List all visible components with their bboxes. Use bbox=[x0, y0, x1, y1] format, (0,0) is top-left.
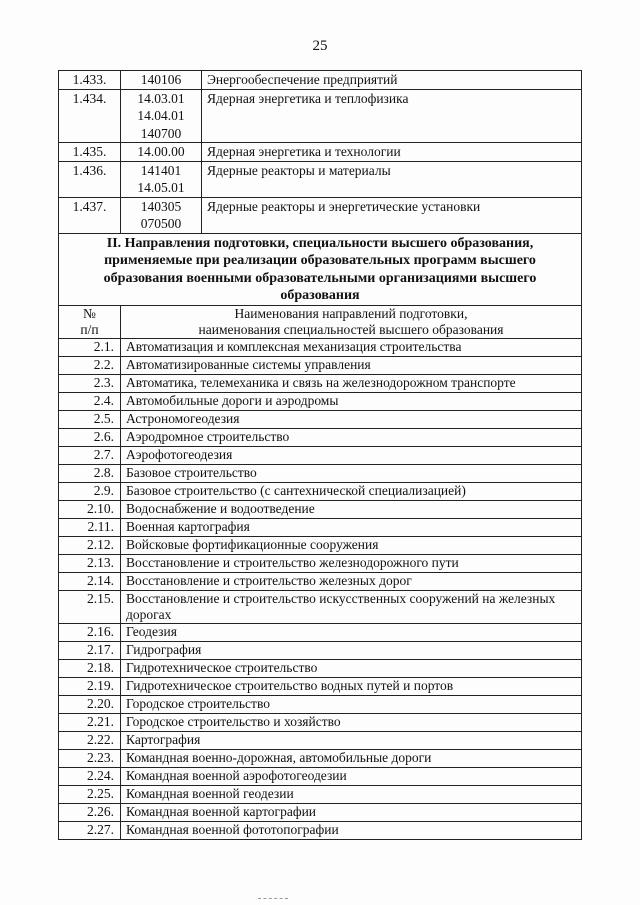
section2-title-row bbox=[59, 233, 582, 305]
table-row bbox=[59, 821, 582, 839]
row-name: Автомобильные дороги и аэродромы bbox=[121, 392, 582, 410]
row-number: 2.13. bbox=[59, 554, 121, 572]
table-row bbox=[59, 659, 582, 677]
row-name: Картография bbox=[121, 731, 582, 749]
table-row bbox=[59, 623, 582, 641]
table-row bbox=[59, 554, 582, 572]
row-number: 2.12. bbox=[59, 536, 121, 554]
row-code: 141401 14.05.01 bbox=[121, 161, 202, 197]
table-row bbox=[59, 161, 582, 197]
table-row bbox=[59, 749, 582, 767]
row-name: Водоснабжение и водоотведение bbox=[121, 500, 582, 518]
row-name: Восстановление и строительство железнодорожного пути bbox=[121, 554, 582, 572]
table-row bbox=[59, 713, 582, 731]
row-number: 2.20. bbox=[59, 695, 121, 713]
scan-artifact bbox=[258, 898, 288, 901]
section2-title: II. Направления подготовки, специальности высшего образования, применяемые при реализации образовательных программ высшего образования военными образовательными организациями высшего образования bbox=[59, 233, 582, 305]
row-name: Военная картография bbox=[121, 518, 582, 536]
row-number: 2.15. bbox=[59, 590, 121, 623]
row-number: 2.1. bbox=[59, 338, 121, 356]
row-code: 140106 bbox=[121, 71, 202, 90]
table-row bbox=[59, 785, 582, 803]
row-name: Энергообеспечение предприятий bbox=[202, 71, 582, 90]
row-name: Автоматизированные системы управления bbox=[121, 356, 582, 374]
row-number: 2.22. bbox=[59, 731, 121, 749]
row-number: 2.6. bbox=[59, 428, 121, 446]
table-row bbox=[59, 536, 582, 554]
row-number: 2.10. bbox=[59, 500, 121, 518]
row-name: Аэрофотогеодезия bbox=[121, 446, 582, 464]
row-name: Командная военно-дорожная, автомобильные дороги bbox=[121, 749, 582, 767]
table-row bbox=[59, 590, 582, 623]
row-number: 2.16. bbox=[59, 623, 121, 641]
row-number: 2.9. bbox=[59, 482, 121, 500]
table-row bbox=[59, 392, 582, 410]
row-code: 14.00.00 bbox=[121, 143, 202, 162]
table-row bbox=[59, 71, 582, 90]
table-row bbox=[59, 374, 582, 392]
table-row bbox=[59, 518, 582, 536]
row-name: Командная военной геодезии bbox=[121, 785, 582, 803]
row-number: 1.435. bbox=[59, 143, 121, 162]
row-name: Городское строительство и хозяйство bbox=[121, 713, 582, 731]
row-name: Автоматизация и комплексная механизация строительства bbox=[121, 338, 582, 356]
row-name: Ядерная энергетика и теплофизика bbox=[202, 89, 582, 143]
row-name: Базовое строительство bbox=[121, 464, 582, 482]
table-row bbox=[59, 677, 582, 695]
table-row bbox=[59, 767, 582, 785]
row-name: Войсковые фортификационные сооружения bbox=[121, 536, 582, 554]
row-number: 2.3. bbox=[59, 374, 121, 392]
row-name: Астрономогеодезия bbox=[121, 410, 582, 428]
header-num: № п/п bbox=[59, 305, 121, 338]
row-number: 2.14. bbox=[59, 572, 121, 590]
table-row bbox=[59, 446, 582, 464]
row-name: Аэродромное строительство bbox=[121, 428, 582, 446]
section1-body bbox=[59, 71, 582, 234]
table-row bbox=[59, 197, 582, 233]
section2-body bbox=[59, 338, 582, 839]
row-name: Восстановление и строительство искусственных сооружений на железных дорогах bbox=[121, 590, 582, 623]
row-name: Командная военной фототопографии bbox=[121, 821, 582, 839]
row-name: Командная военной картографии bbox=[121, 803, 582, 821]
directions-table bbox=[58, 70, 582, 840]
row-code: 14.03.01 14.04.01 140700 bbox=[121, 89, 202, 143]
table-row bbox=[59, 731, 582, 749]
row-number: 1.436. bbox=[59, 161, 121, 197]
table-row bbox=[59, 338, 582, 356]
table-row bbox=[59, 803, 582, 821]
table-row bbox=[59, 482, 582, 500]
row-name: Базовое строительство (с сантехнической специализацией) bbox=[121, 482, 582, 500]
row-number: 2.18. bbox=[59, 659, 121, 677]
header-name: Наименования направлений подготовки, наименования специальностей высшего образования bbox=[121, 305, 582, 338]
table-row bbox=[59, 572, 582, 590]
page-number: 25 bbox=[312, 38, 328, 54]
section2-head bbox=[59, 233, 582, 338]
row-number: 2.27. bbox=[59, 821, 121, 839]
row-number: 2.26. bbox=[59, 803, 121, 821]
row-number: 2.23. bbox=[59, 749, 121, 767]
row-number: 2.21. bbox=[59, 713, 121, 731]
row-number: 1.434. bbox=[59, 89, 121, 143]
row-name: Гидротехническое строительство bbox=[121, 659, 582, 677]
table-row bbox=[59, 695, 582, 713]
row-number: 2.2. bbox=[59, 356, 121, 374]
table-row bbox=[59, 143, 582, 162]
row-name: Ядерные реакторы и материалы bbox=[202, 161, 582, 197]
table-row bbox=[59, 410, 582, 428]
row-number: 2.11. bbox=[59, 518, 121, 536]
row-number: 1.437. bbox=[59, 197, 121, 233]
row-number: 2.17. bbox=[59, 641, 121, 659]
row-number: 2.7. bbox=[59, 446, 121, 464]
row-name: Восстановление и строительство железных дорог bbox=[121, 572, 582, 590]
table-row bbox=[59, 356, 582, 374]
row-number: 1.433. bbox=[59, 71, 121, 90]
row-name: Городское строительство bbox=[121, 695, 582, 713]
row-number: 2.19. bbox=[59, 677, 121, 695]
table-row bbox=[59, 428, 582, 446]
row-number: 2.25. bbox=[59, 785, 121, 803]
row-number: 2.24. bbox=[59, 767, 121, 785]
row-name: Ядерная энергетика и технологии bbox=[202, 143, 582, 162]
table-row bbox=[59, 89, 582, 143]
row-name: Геодезия bbox=[121, 623, 582, 641]
row-name: Автоматика, телемеханика и связь на железнодорожном транспорте bbox=[121, 374, 582, 392]
section2-header-row bbox=[59, 305, 582, 338]
row-code: 140305 070500 bbox=[121, 197, 202, 233]
row-name: Гидрография bbox=[121, 641, 582, 659]
row-number: 2.4. bbox=[59, 392, 121, 410]
row-name: Ядерные реакторы и энергетические установки bbox=[202, 197, 582, 233]
table-row bbox=[59, 500, 582, 518]
row-name: Гидротехническое строительство водных путей и портов bbox=[121, 677, 582, 695]
row-name: Командная военной аэрофотогеодезии bbox=[121, 767, 582, 785]
row-number: 2.8. bbox=[59, 464, 121, 482]
row-number: 2.5. bbox=[59, 410, 121, 428]
table-row bbox=[59, 464, 582, 482]
table-row bbox=[59, 641, 582, 659]
